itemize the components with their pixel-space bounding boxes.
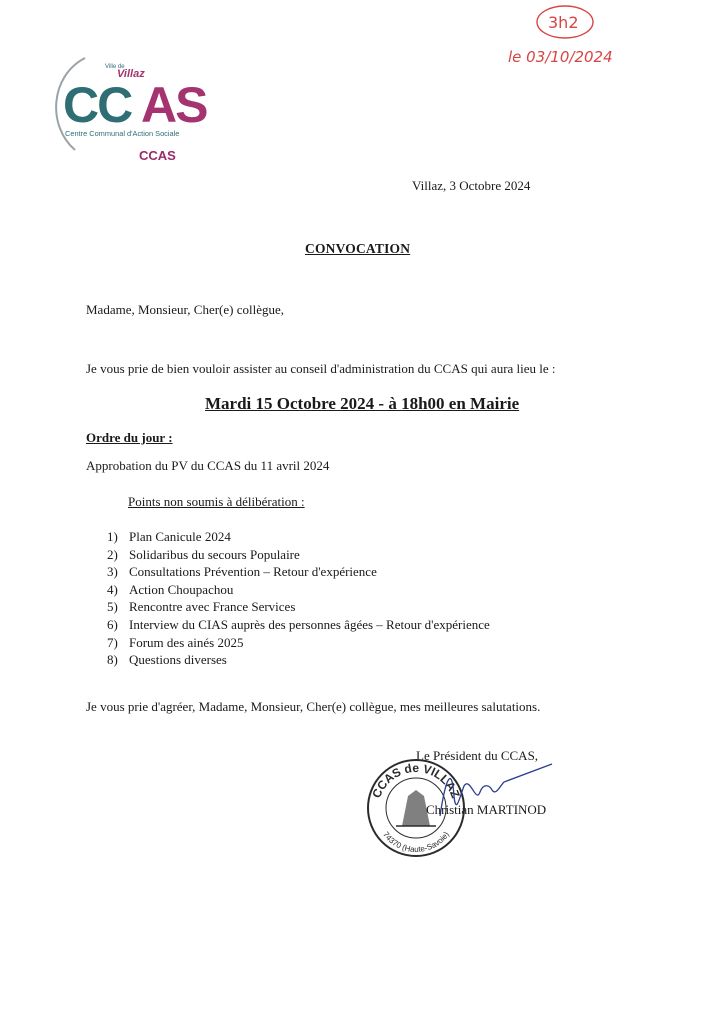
logo-tag: CCAS	[139, 148, 176, 163]
list-item-number: 4)	[107, 581, 118, 597]
points-title: Points non soumis à délibération :	[128, 494, 305, 509]
list-item	[107, 634, 490, 652]
logo-town: Villaz	[117, 68, 145, 80]
intro-text: Je vous prie de bien vouloir assister au conseil d'administration du CCAS qui aura lieu le :	[86, 361, 556, 376]
ccas-logo	[45, 46, 220, 176]
logo-acronym-magenta: AS	[141, 77, 207, 133]
agenda-list	[107, 528, 490, 669]
list-item	[107, 598, 490, 616]
meeting-datetime: Mardi 15 Octobre 2024 - à 18h00 en Mairie	[205, 394, 520, 413]
stamp-bottom-text: 74370 (Haute-Savoie)	[381, 830, 451, 855]
list-item-text: Forum des ainés 2025	[129, 634, 244, 650]
logo-small-text: Ville de	[105, 64, 125, 70]
signer-name: Christian MARTINOD	[426, 802, 547, 817]
list-item-number: 7)	[107, 634, 118, 650]
salutation: Madame, Monsieur, Cher(e) collègue,	[86, 302, 285, 317]
annotation-line1: 3h2	[548, 13, 579, 32]
closing-text: Je vous prie d'agréer, Madame, Monsieur, Cher(e) collègue, mes meilleures salutations.	[86, 699, 541, 714]
agenda-title: Ordre du jour :	[86, 430, 173, 445]
list-item-number: 1)	[107, 529, 118, 544]
handwritten-annotation	[500, 2, 670, 70]
list-item-number: 8)	[107, 652, 118, 668]
stamp-top-text: CCAS de VILLAZ	[369, 760, 463, 801]
logo-acronym-teal: CC	[63, 77, 132, 133]
list-item-number: 5)	[107, 599, 118, 615]
list-item-text: Solidaribus du secours Populaire	[129, 546, 300, 562]
approval-item: Approbation du PV du CCAS du 11 avril 2024	[86, 458, 330, 473]
president-line: Le Président du CCAS,	[416, 748, 539, 763]
list-item-number: 3)	[107, 564, 118, 580]
list-item-text: Consultations Prévention – Retour d'expérience	[129, 564, 377, 580]
list-item	[107, 651, 490, 669]
logo-subtitle: Centre Communal d'Action Sociale	[65, 129, 180, 138]
page-title: CONVOCATION	[305, 241, 411, 256]
annotation-line2: le 03/10/2024	[508, 48, 613, 66]
list-item-text: Plan Canicule 2024	[129, 529, 231, 544]
list-item	[107, 546, 490, 564]
list-item-number: 2)	[107, 546, 118, 562]
list-item-number: 6)	[107, 616, 118, 632]
list-item	[107, 528, 490, 546]
handwritten-signature	[380, 756, 560, 836]
list-item-text: Interview du CIAS auprès des personnes âgées – Retour d'expérience	[129, 616, 490, 632]
list-item-text: Questions diverses	[129, 652, 227, 668]
place-date: Villaz, 3 Octobre 2024	[412, 178, 531, 193]
list-item-text: Rencontre avec France Services	[129, 599, 296, 615]
list-item	[107, 616, 490, 634]
list-item	[107, 581, 490, 599]
list-item-text: Action Choupachou	[129, 581, 234, 597]
list-item	[107, 563, 490, 581]
